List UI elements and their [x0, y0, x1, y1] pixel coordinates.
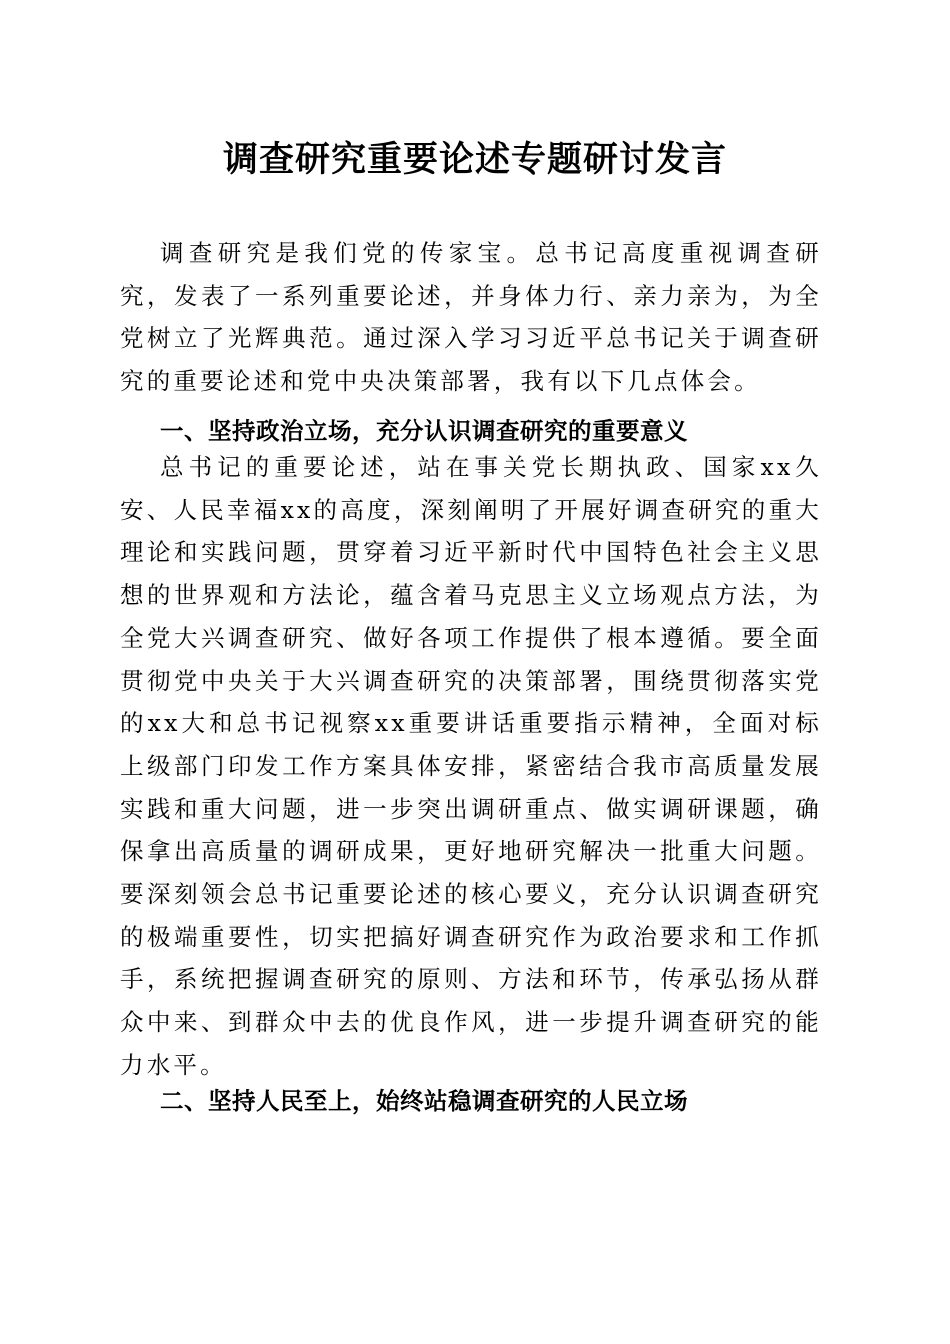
section-heading-1: 一、坚持政治立场，充分认识调查研究的重要意义 — [160, 417, 688, 445]
section-1-paragraph: 总书记的重要论述，站在事关党长期执政、国家xx久安、人民幸福xx的高度，深刻阐明了开展好调查研究的重大理论和实践问题，贯穿着习近平新时代中国特色社会主义思想的世界观和方法论，蕴含着马克思主义立场观点方法，为全党大兴调查研究、做好各项工作提供了根本遵循。要全面贯彻党中央关于大兴调查研究的决策部署，围绕贯彻落实党的xx大和总书记视察xx重要讲话重要指示精神，全面对标上级部门印发工作方案具体安排，紧密结合我市高质量发展实践和重大问题，进一步突出调研重点、做实调研课题，确保拿出高质量的调研成果，更好地研究解决一批重大问题。要深刻领会总书记重要论述的核心要义，充分认识调查研究的极端重要性，切实把搞好调查研究作为政治要求和工作抓手，系统把握调查研究的原则、方法和环节，传承弘扬从群众中来、到群众中去的优良作风，进一步提升调查研究的能力水平。 — [120, 453, 822, 1079]
section-heading-2: 二、坚持人民至上，始终站稳调查研究的人民立场 — [160, 1087, 688, 1115]
document-title: 调查研究重要论述专题研讨发言 — [222, 139, 727, 180]
intro-paragraph: 调查研究是我们党的传家宝。总书记高度重视调查研究，发表了一系列重要论述，并身体力行、亲力亲为，为全党树立了光辉典范。通过深入学习习近平总书记关于调查研究的重要论述和党中央决策部署，我有以下几点体会。 — [120, 239, 822, 396]
